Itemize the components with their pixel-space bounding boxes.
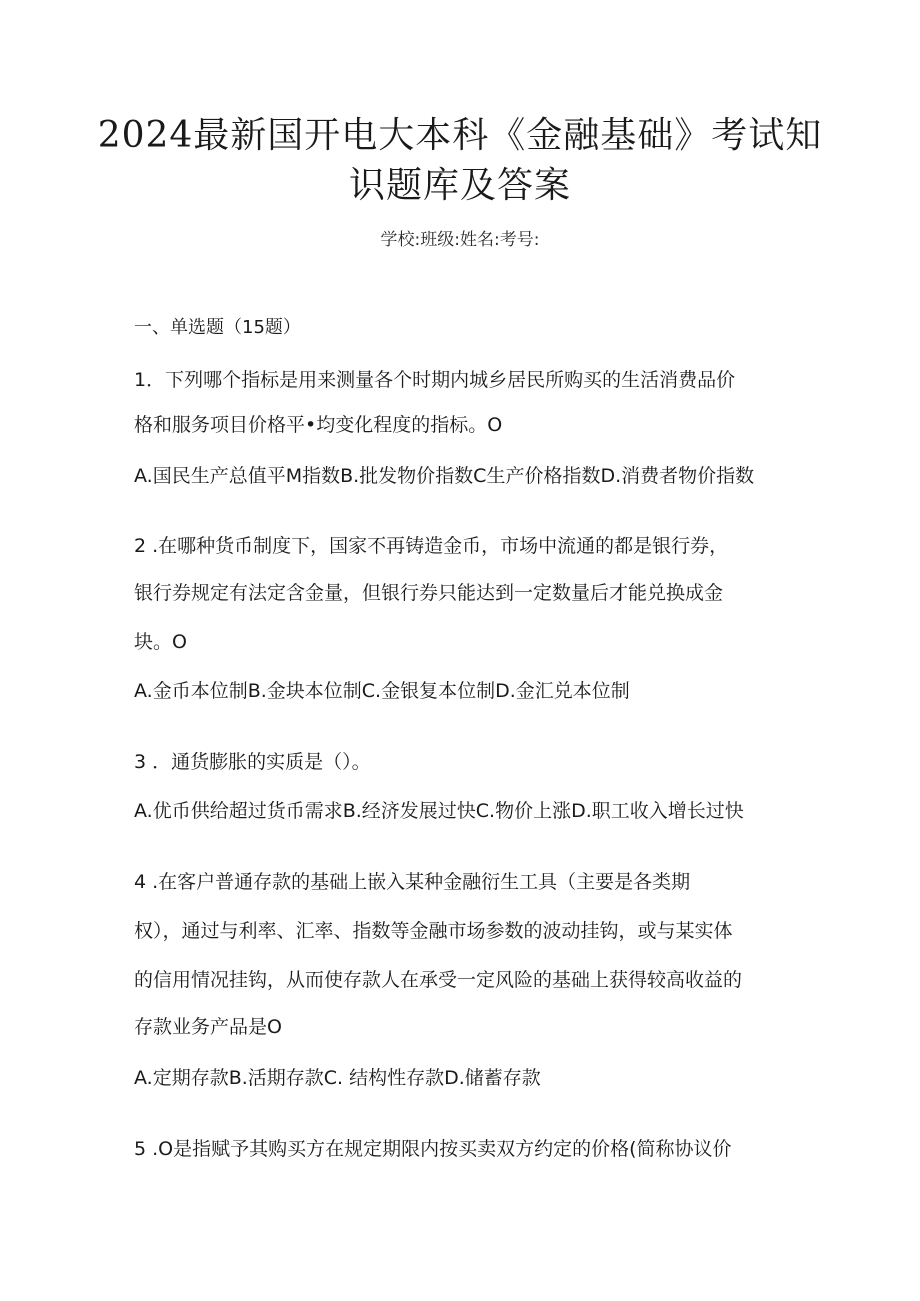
question-2-text-line-2: 银行券规定有法定含金量，但银行券只能达到一定数量后才能兑换成金 [134,582,724,604]
question-2-text-line-1: 2 .在哪种货币制度下，国家不再铸造金币，市场中流通的都是银行券， [134,535,729,557]
document-title-line-1: 2024最新国开电大本科《金融基础》考试知 [97,115,823,156]
question-5-text-line-1: 5 .O是指赋予其购买方在规定期限内按买卖双方约定的价格(简称协议价 [134,1138,732,1160]
question-1-options: A.国民生产总值平M指数B.批发物价指数C生产价格指数D.消费者物价指数 [134,465,755,487]
question-2-options: A.金币本位制B.金块本位制C.金银复本位制D.金汇兑本位制 [134,680,630,702]
question-1-text-line-1: 1．下列哪个指标是用来测量各个时期内城乡居民所购买的生活消费品价 [134,369,736,391]
student-info-line: 学校:班级:姓名:考号: [380,230,540,250]
question-1-text-line-2: 格和服务项目价格平•均变化程度的指标。O [134,414,503,436]
question-2-text-line-3: 块。O [134,631,187,653]
question-4-options: A.定期存款B.活期存款C. 结构性存款D.储蓄存款 [134,1067,541,1089]
question-3-options: A.优币供给超过货币需求B.经济发展过快C.物价上涨D.职工收入增长过快 [134,800,744,822]
section-heading: 一、单选题（15题） [134,317,301,338]
question-4-text-line-1: 4 .在客户普通存款的基础上嵌入某种金融衍生工具（主要是各类期 [134,871,691,893]
document-title-line-2: 识题库及答案 [348,165,571,206]
question-4-text-line-4: 存款业务产品是O [134,1016,282,1038]
question-3-text-line-1: 3 ．通货膨胀的实质是（）。 [134,751,371,773]
question-4-text-line-3: 的信用情况挂钩，从而使存款人在承受一定风险的基础上获得较高收益的 [134,969,743,991]
question-4-text-line-2: 权），通过与利率、汇率、指数等金融市场参数的波动挂钩，或与某实体 [134,920,733,942]
